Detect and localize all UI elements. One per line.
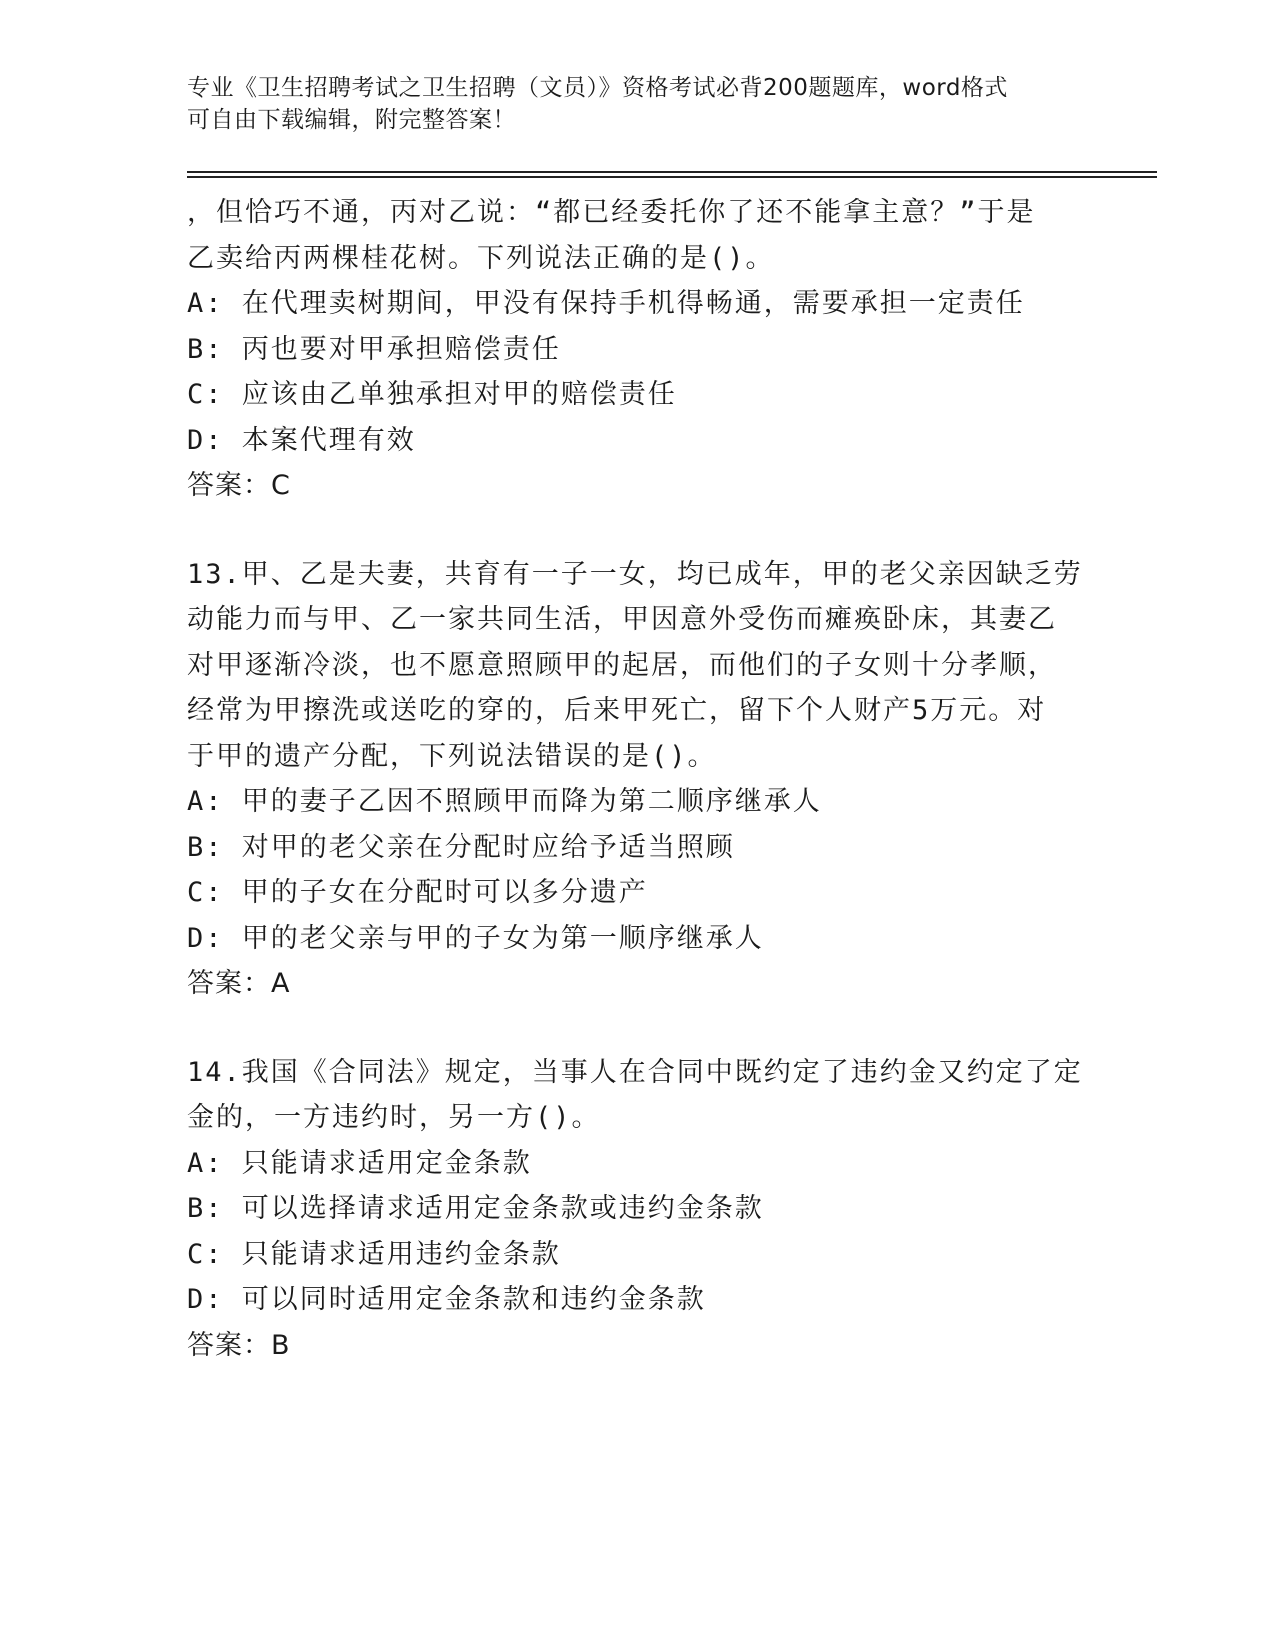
option-d: D: 本案代理有效 (187, 424, 416, 456)
option-d: D: 可以同时适用定金条款和违约金条款 (187, 1284, 706, 1315)
option-a: A: 只能请求适用定金条款 (187, 1147, 532, 1179)
option-b: B: 丙也要对甲承担赔偿责任 (187, 333, 561, 365)
page-header (187, 72, 1067, 136)
question-content (187, 190, 1087, 1368)
option-c: C: 只能请求适用违约金条款 (187, 1238, 561, 1270)
header-rule-bottom (187, 176, 1157, 178)
answer-line: 答案：A (187, 968, 291, 999)
question-stem-line: 经常为甲擦洗或送吃的穿的，后来甲死亡，留下个人财产5万元。对 (187, 695, 1047, 726)
question-spacer (187, 1007, 1087, 1050)
option-a: A: 甲的妻子乙因不照顾甲而降为第二顺序继承人 (187, 786, 822, 817)
answer-line: 答案：B (187, 1329, 291, 1361)
question-14-block (187, 1050, 1087, 1369)
option-a: A: 在代理卖树期间，甲没有保持手机得畅通，需要承担一定责任 (187, 288, 1025, 319)
question-stem-line: 13.甲、乙是夫妻，共育有一子一女，均已成年，甲的老父亲因缺乏劳 (187, 558, 1083, 590)
question-stem-line: ，但恰巧不通，丙对乙说：“都已经委托你了还不能拿主意？”于是 (187, 197, 1036, 228)
header-title-line-1: 专业《卫生招聘考试之卫生招聘（文员）》资格考试必背200题题库，word格式 (187, 75, 1008, 101)
option-c: C: 甲的子女在分配时可以多分遗产 (187, 877, 648, 908)
option-c: C: 应该由乙单独承担对甲的赔偿责任 (187, 379, 677, 410)
answer-line: 答案：C (187, 470, 291, 501)
question-13-block (187, 552, 1087, 1007)
header-title-line-2: 可自由下载编辑，附完整答案！ (187, 107, 516, 133)
option-b: B: 对甲的老父亲在分配时应给予适当照顾 (187, 831, 735, 863)
option-d: D: 甲的老父亲与甲的子女为第一顺序继承人 (187, 922, 764, 954)
question-stem-line: 乙卖给丙两棵桂花树。下列说法正确的是()。 (187, 242, 775, 274)
option-b: B: 可以选择请求适用定金条款或违约金条款 (187, 1193, 764, 1224)
question-12-block (187, 190, 1087, 509)
question-stem-line: 动能力而与甲、乙一家共同生活，甲因意外受伤而瘫痪卧床，其妻乙 (187, 604, 1057, 635)
question-stem-line: 金的，一方违约时，另一方()。 (187, 1102, 601, 1133)
question-stem-line: 对甲逐渐冷淡，也不愿意照顾甲的起居，而他们的子女则十分孝顺， (187, 649, 1057, 681)
question-stem-line: 于甲的遗产分配，下列说法错误的是()。 (187, 740, 717, 772)
header-rule-top (187, 171, 1157, 173)
question-spacer (187, 509, 1087, 552)
question-stem-line: 14.我国《合同法》规定，当事人在合同中既约定了违约金又约定了定 (187, 1056, 1083, 1088)
